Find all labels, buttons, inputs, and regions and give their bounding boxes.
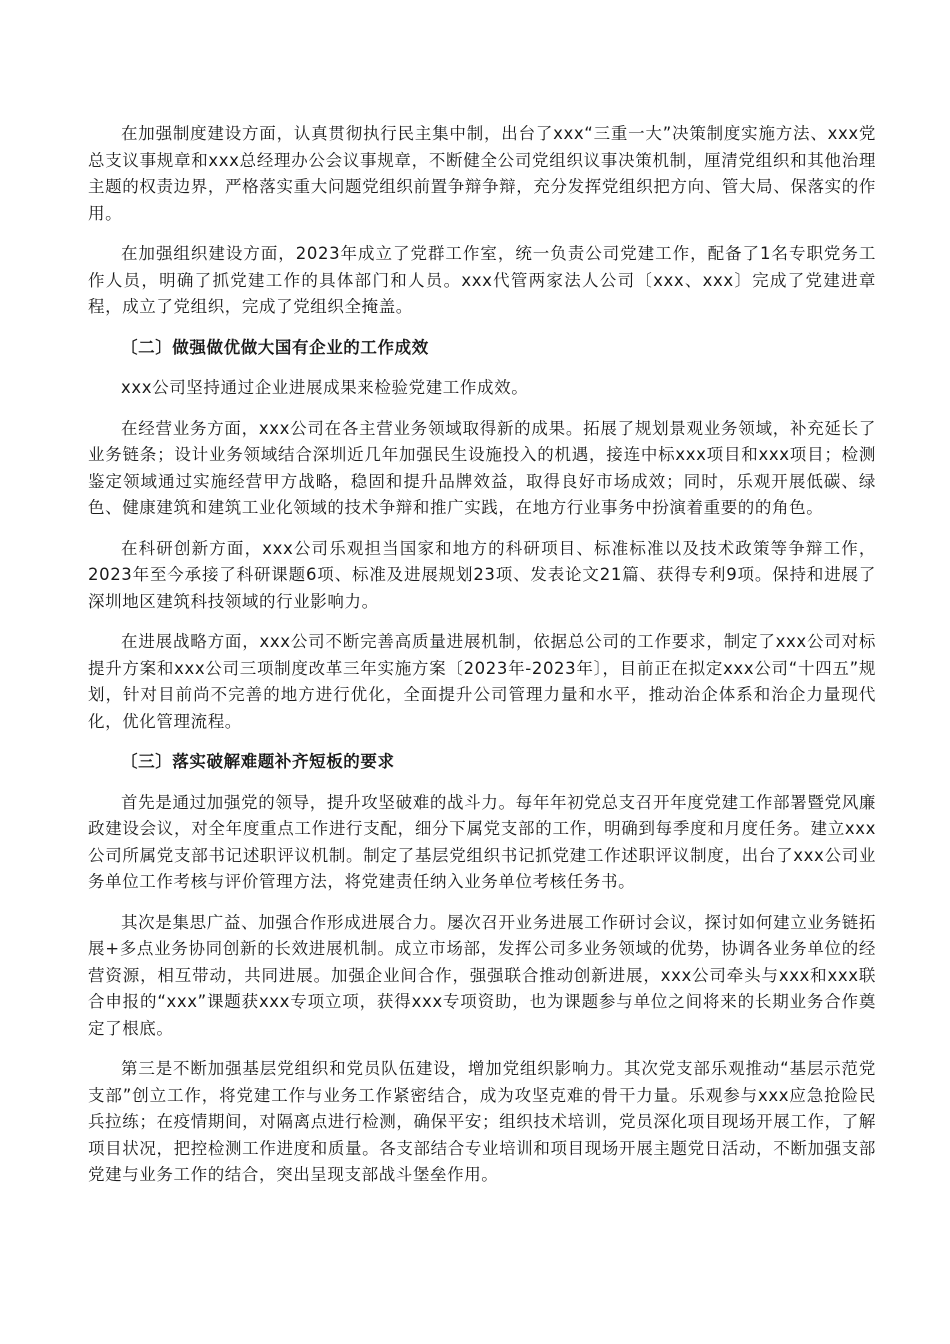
paragraph-second: 其次是集思广益、加强合作形成进展合力。屡次召开业务进展工作研讨会议，探讨如何建立业务链拓展+多点业务协同创新的长效进展机制。成立市场部，发挥公司多业务领域的优势，协调各业务单位的经营资源，相互带动，共同进展。加强企业间合作，强强联合推动创新进展，xxx公司牵头与xxx和xxx联合申报的“xxx”课题获xxx专项立项，获得xxx专项资助，也为课题参与单位之间将来的长期业务合作奠定了根底。 [88, 912, 876, 1038]
paragraph-third: 第三是不断加强基层党组织和党员队伍建设，增加党组织影响力。其次党支部乐观推动“基层示范党支部”创立工作，将党建工作与业务工作紧密结合，成为攻坚克难的骨干力量。乐观参与xxx应急抢险民兵拉练；在疫情期间，对隔离点进行检测，确保平安；组织技术培训，党员深化项目现场开展工作，了解项目状况，把控检测工作进度和质量。各支部结合专业培训和项目现场开展主题党日活动，不断加强支部党建与业务工作的结合，突出呈现支部战斗堡垒作用。 [88, 1059, 876, 1184]
section-heading-3: 〔三〕落实破解难题补齐短板的要求 [121, 752, 395, 771]
paragraph-intro-results: xxx公司坚持通过企业进展成果来检验党建工作成效。 [121, 378, 529, 397]
paragraph-organization-building: 在加强组织建设方面，2023年成立了党群工作室，统一负责公司党建工作，配备了1名专职党务工作人员，明确了抓党建工作的具体部门和人员。xxx代管两家法人公司〔xxx、xxx〕完成了党建进章程，成立了党组织，完成了党组织全掩盖。 [88, 244, 876, 316]
paragraph-first: 首先是通过加强党的领导，提升攻坚破难的战斗力。每年年初党总支召开年度党建工作部署暨党风廉政建设会议，对全年度重点工作进行支配，细分下属党支部的工作，明确到每季度和月度任务。建立xxx公司所属党支部书记述职评议机制。制定了基层党组织书记抓党建工作述职评议制度，出台了xxx公司业务单位工作考核与评价管理方法，将党建责任纳入业务单位考核任务书。 [88, 792, 876, 891]
document-body [88, 121, 876, 1203]
paragraph-system-building: 在加强制度建设方面，认真贯彻执行民主集中制，出台了xxx“三重一大”决策制度实施方法、xxx党总支议事规章和xxx总经理办公会议事规章，不断健全公司党组织议事决策机制，厘清党组织和其他治理主题的权责边界，严格落实重大问题党组织前置争辩争辩，充分发挥党组织把方向、管大局、保落实的作用。 [88, 124, 876, 223]
section-heading-2: 〔二〕做强做优做大国有企业的工作成效 [121, 337, 429, 357]
paragraph-strategy: 在进展战略方面，xxx公司不断完善高质量进展机制，依据总公司的工作要求，制定了xxx公司对标提升方案和xxx公司三项制度改革三年实施方案〔2023年-2023年〕，目前正在拟定xxx公司“十四五”规划，针对目前尚不完善的地方进行优化，全面提升公司管理力量和水平，推动治企体系和治企力量现代化，优化管理流程。 [88, 632, 876, 731]
paragraph-research: 在科研创新方面，xxx公司乐观担当国家和地方的科研项目、标准标准以及技术政策等争辩工作，2023年至今承接了科研课题6项、标准及进展规划23项、发表论文21篇、获得专利9项。保持和进展了深圳地区建筑科技领域的行业影响力。 [88, 538, 876, 611]
paragraph-business: 在经营业务方面，xxx公司在各主营业务领域取得新的成果。拓展了规划景观业务领域，补充延长了业务链条；设计业务领域结合深圳近几年加强民生设施投入的机遇，接连中标xxx项目和xxx项目；检测鉴定领域通过实施经营甲方战略，稳固和提升品牌效益，取得良好市场成效；同时，乐观开展低碳、绿色、健康建筑和建筑工业化领域的技术争辩和推广实践，在地方行业事务中扮演着重要的的角色。 [88, 418, 876, 517]
